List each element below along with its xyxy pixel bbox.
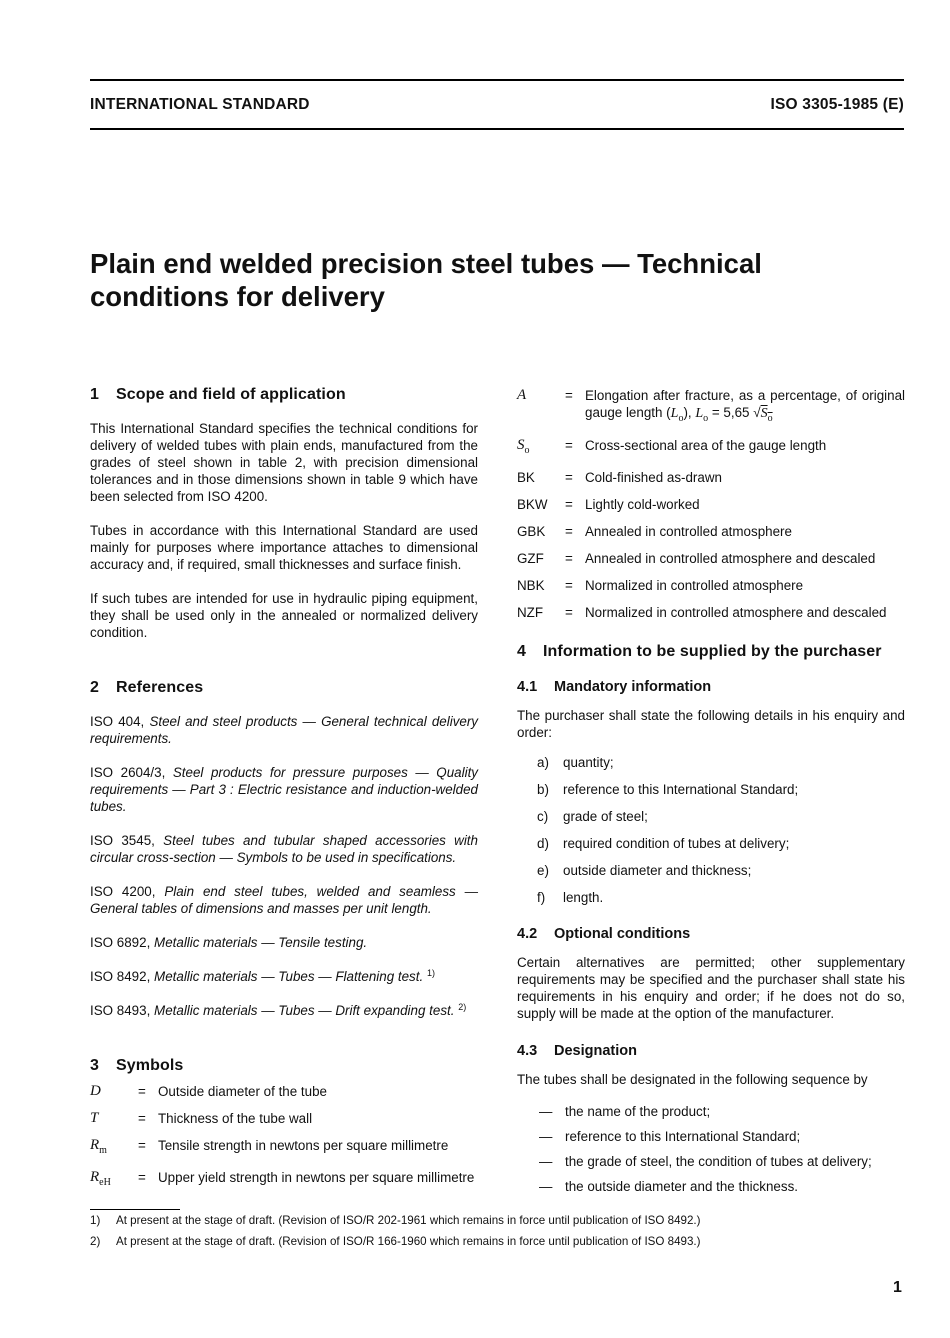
paragraph: The purchaser shall state the following details in his enquiry and order:	[517, 707, 905, 740]
list-text: required condition of tubes at delivery;	[563, 835, 790, 851]
reference-title: Plain end steel tubes, welded and seamless — General tables of dimensions and masses per unit length.	[90, 884, 478, 916]
symbol	[90, 1110, 138, 1127]
symbol: BKW	[517, 496, 548, 512]
header-rule-top	[90, 79, 904, 81]
equals-sign: =	[138, 1084, 146, 1099]
dash-marker: —	[539, 1178, 553, 1194]
equals-sign: =	[565, 469, 573, 485]
section-number: 1	[90, 386, 99, 403]
equals-sign: =	[138, 1170, 146, 1185]
symbol-row	[90, 1110, 478, 1127]
list-text: reference to this International Standard;	[565, 1128, 801, 1144]
header-rule-bottom	[90, 128, 904, 130]
reference-title: Metallic materials — Tensile testing.	[154, 935, 368, 950]
symbol-description: Cross-sectional area of the gauge length	[585, 437, 827, 453]
section-number: 4	[517, 642, 526, 660]
reference-code: ISO 3545,	[90, 833, 155, 848]
section-title: References	[116, 679, 204, 696]
symbol-row	[517, 437, 905, 459]
symbol-letter: R	[90, 1169, 100, 1185]
list-text: outside diameter and thickness;	[563, 862, 752, 878]
symbol: GZF	[517, 550, 544, 566]
symbol-description: Normalized in controlled atmosphere and descaled	[585, 604, 887, 620]
reference-item	[90, 934, 478, 951]
math-L: $L_o$	[695, 406, 709, 424]
symbol: NBK	[517, 577, 545, 593]
equals-sign: =	[565, 388, 573, 403]
reference-item	[90, 883, 478, 917]
symbol-description: Normalized in controlled atmosphere	[585, 577, 804, 593]
reference-title: Steel tubes and tubular shaped accessories with circular cross-section — Symbols to be used in specifications.	[90, 833, 478, 865]
symbol-row	[517, 469, 905, 486]
description-text: Elongation after fracture, as a percentage, of original gauge length	[585, 388, 905, 420]
reference-item	[90, 968, 478, 985]
subsection-4-1-heading	[517, 677, 905, 697]
symbol	[517, 437, 565, 459]
equals-sign: =	[565, 523, 573, 539]
paragraph: If such tubes are intended for use in hydraulic piping equipment, they shall be used only in the annealed or normalized delivery condition.	[90, 591, 478, 640]
list-item	[517, 1178, 905, 1195]
header-right: ISO 3305-1985 (E)	[770, 96, 904, 113]
dash-marker: —	[539, 1153, 553, 1169]
footnote-marker: 1)	[426, 968, 435, 978]
list-text: quantity;	[563, 754, 614, 770]
section-2-heading	[90, 677, 478, 699]
symbol: GBK	[517, 523, 546, 539]
document-title	[90, 247, 890, 313]
list-marker: d)	[537, 835, 549, 851]
subsection-number: 4.3	[517, 1042, 538, 1059]
list-marker: a)	[537, 754, 549, 770]
constant: = 5,65	[711, 405, 750, 420]
reference-item	[90, 713, 478, 747]
footnote-marker: 2)	[90, 1235, 101, 1248]
reference-code: ISO 6892,	[90, 935, 151, 950]
designation-list	[517, 1103, 905, 1195]
symbol-description: Annealed in controlled atmosphere	[585, 523, 792, 539]
subsection-4-2-heading	[517, 924, 905, 944]
symbol-row	[517, 523, 905, 540]
reference-title: Metallic materials — Tubes — Flattening test.	[154, 969, 424, 984]
symbol-description: Cold-finished as-drawn	[585, 469, 722, 485]
footnote-marker: 1)	[90, 1214, 101, 1227]
equals-sign: =	[565, 604, 573, 620]
reference-title: Metallic materials — Tubes — Drift expanding test.	[154, 1003, 455, 1018]
section-number: 2	[90, 679, 99, 696]
list-marker: f)	[537, 889, 546, 905]
math-S: $S_o$	[760, 406, 773, 424]
symbol	[517, 387, 565, 404]
reference-title: Steel and steel products — General technical delivery requirements.	[90, 714, 478, 746]
list-marker: c)	[537, 808, 549, 824]
list-text: the outside diameter and the thickness.	[565, 1178, 798, 1194]
list-item	[517, 862, 905, 879]
symbol	[90, 1137, 138, 1159]
subsection-number: 4.1	[517, 678, 538, 695]
symbol-letter: A	[517, 387, 527, 403]
footnote	[90, 1214, 910, 1228]
list-item	[517, 1153, 905, 1170]
list-text: length.	[563, 889, 604, 905]
footnote-marker: 2)	[458, 1002, 467, 1012]
symbol-row	[517, 577, 905, 594]
reference-code: ISO 8493,	[90, 1003, 151, 1018]
subsection-number: 4.2	[517, 925, 538, 942]
equals-sign: =	[138, 1138, 146, 1153]
section-title: Scope and field of application	[116, 386, 346, 403]
footnote-text: At present at the stage of draft. (Revision of ISO/R 166-1960 which remains in force until publication of ISO 8493.)	[116, 1235, 701, 1248]
list-item	[517, 1128, 905, 1145]
dash-marker: —	[539, 1128, 553, 1144]
list-item	[517, 754, 905, 771]
symbol-description: Thickness of the tube wall	[158, 1111, 313, 1126]
paragraph: Tubes in accordance with this International Standard are used mainly for purposes where importance attaches to dimensional accuracy and, if required, small thicknesses and surface finish.	[90, 523, 478, 572]
subsection-title: Designation	[554, 1042, 637, 1059]
mandatory-list	[517, 754, 905, 906]
list-text: the name of the product;	[565, 1103, 711, 1119]
equals-sign: =	[565, 550, 573, 566]
symbol-letter: T	[90, 1110, 99, 1126]
equals-sign: =	[565, 437, 573, 453]
symbol-row	[517, 604, 905, 621]
footnote-text: At present at the stage of draft. (Revision of ISO/R 202-1961 which remains in force until publication of ISO 8492.)	[116, 1214, 701, 1227]
list-marker: b)	[537, 781, 549, 797]
symbol-row	[517, 387, 905, 427]
right-column	[517, 384, 905, 1195]
section-4-heading	[517, 641, 905, 663]
paragraph: The tubes shall be designated in the following sequence by	[517, 1071, 868, 1087]
math-L: $L_o$	[670, 406, 684, 424]
symbol-description: Tensile strength in newtons per square millimetre	[158, 1138, 449, 1153]
subsection-4-3-heading	[517, 1041, 905, 1061]
page-number: 1	[893, 1279, 902, 1296]
footnote	[90, 1235, 910, 1249]
symbol: NZF	[517, 604, 544, 620]
section-number: 3	[90, 1057, 99, 1074]
symbol-letter: R	[90, 1137, 100, 1153]
section-title: Information to be supplied by the purchaser	[543, 642, 882, 660]
symbol-row	[517, 550, 905, 567]
reference-item	[90, 1002, 478, 1019]
dash-marker: —	[539, 1103, 553, 1119]
symbol-subscript: eH	[99, 1177, 111, 1188]
symbol-subscript: m	[99, 1145, 107, 1156]
list-item	[517, 781, 905, 798]
reference-code: ISO 8492,	[90, 969, 151, 984]
symbol-subscript: o	[524, 444, 530, 456]
title-line-1: Plain end welded precision steel tubes — Technical	[90, 248, 762, 279]
footnote-rule	[90, 1209, 180, 1210]
symbol-description: Elongation after fracture, as a percentage, of original gauge length $(L_o)$, $L_o = 5,65$ $√S_o$	[585, 388, 905, 424]
symbol-description: Outside diameter of the tube	[158, 1084, 327, 1099]
reference-code: ISO 404,	[90, 714, 145, 729]
reference-item	[90, 832, 478, 866]
symbol-row	[90, 1083, 478, 1100]
list-item	[517, 835, 905, 852]
list-item	[517, 808, 905, 825]
symbol-description: Annealed in controlled atmosphere and descaled	[585, 550, 876, 566]
reference-code: ISO 2604/3,	[90, 765, 166, 780]
equals-sign: =	[138, 1111, 146, 1126]
symbol	[90, 1169, 138, 1191]
left-column	[90, 384, 478, 1191]
section-1-heading	[90, 384, 478, 406]
equals-sign: =	[565, 496, 573, 512]
symbol-row	[90, 1169, 478, 1191]
symbol-description: Lightly cold-worked	[585, 496, 700, 512]
symbol-row	[90, 1137, 478, 1159]
symbol-description: Upper yield strength in newtons per square millimetre	[158, 1170, 475, 1185]
symbol	[90, 1083, 138, 1100]
root-sign: √	[753, 405, 761, 420]
symbol-letter: S	[517, 436, 525, 453]
reference-title: Steel products for pressure purposes — Quality requirements — Part 3 : Electric resistance and induction-welded tubes.	[90, 765, 478, 814]
reference-item	[90, 764, 478, 815]
paragraph: Certain alternatives are permitted; other supplementary requirements may be specified and the purchaser shall state his requirements in his enquiry and order; if he does not do so, supply will be made at the option of the manufacturer.	[517, 954, 905, 1021]
equals-sign: =	[565, 577, 573, 593]
paragraph: This International Standard specifies the technical conditions for delivery of welded tubes with plain ends, manufactured from the grades of steel shown in table 2, with precision dimensional tolerances and in those dimensions shown in table 9 which have been selected from ISO 4200.	[90, 421, 478, 504]
symbol: BK	[517, 469, 535, 485]
subsection-title: Mandatory information	[554, 678, 712, 695]
list-text: the grade of steel, the condition of tubes at delivery;	[565, 1153, 872, 1169]
list-text: reference to this International Standard;	[563, 781, 799, 797]
title-line-2: conditions for delivery	[90, 281, 385, 312]
section-title: Symbols	[116, 1057, 184, 1074]
list-text: grade of steel;	[563, 808, 648, 824]
symbol-letter: D	[90, 1083, 101, 1099]
reference-code: ISO 4200,	[90, 884, 156, 899]
list-item	[517, 1103, 905, 1120]
symbol-row	[517, 496, 905, 513]
subsection-title: Optional conditions	[554, 925, 691, 942]
section-3-heading	[90, 1055, 478, 1077]
header-left: INTERNATIONAL STANDARD	[90, 96, 310, 113]
list-marker: e)	[537, 862, 549, 878]
list-item	[517, 889, 905, 906]
